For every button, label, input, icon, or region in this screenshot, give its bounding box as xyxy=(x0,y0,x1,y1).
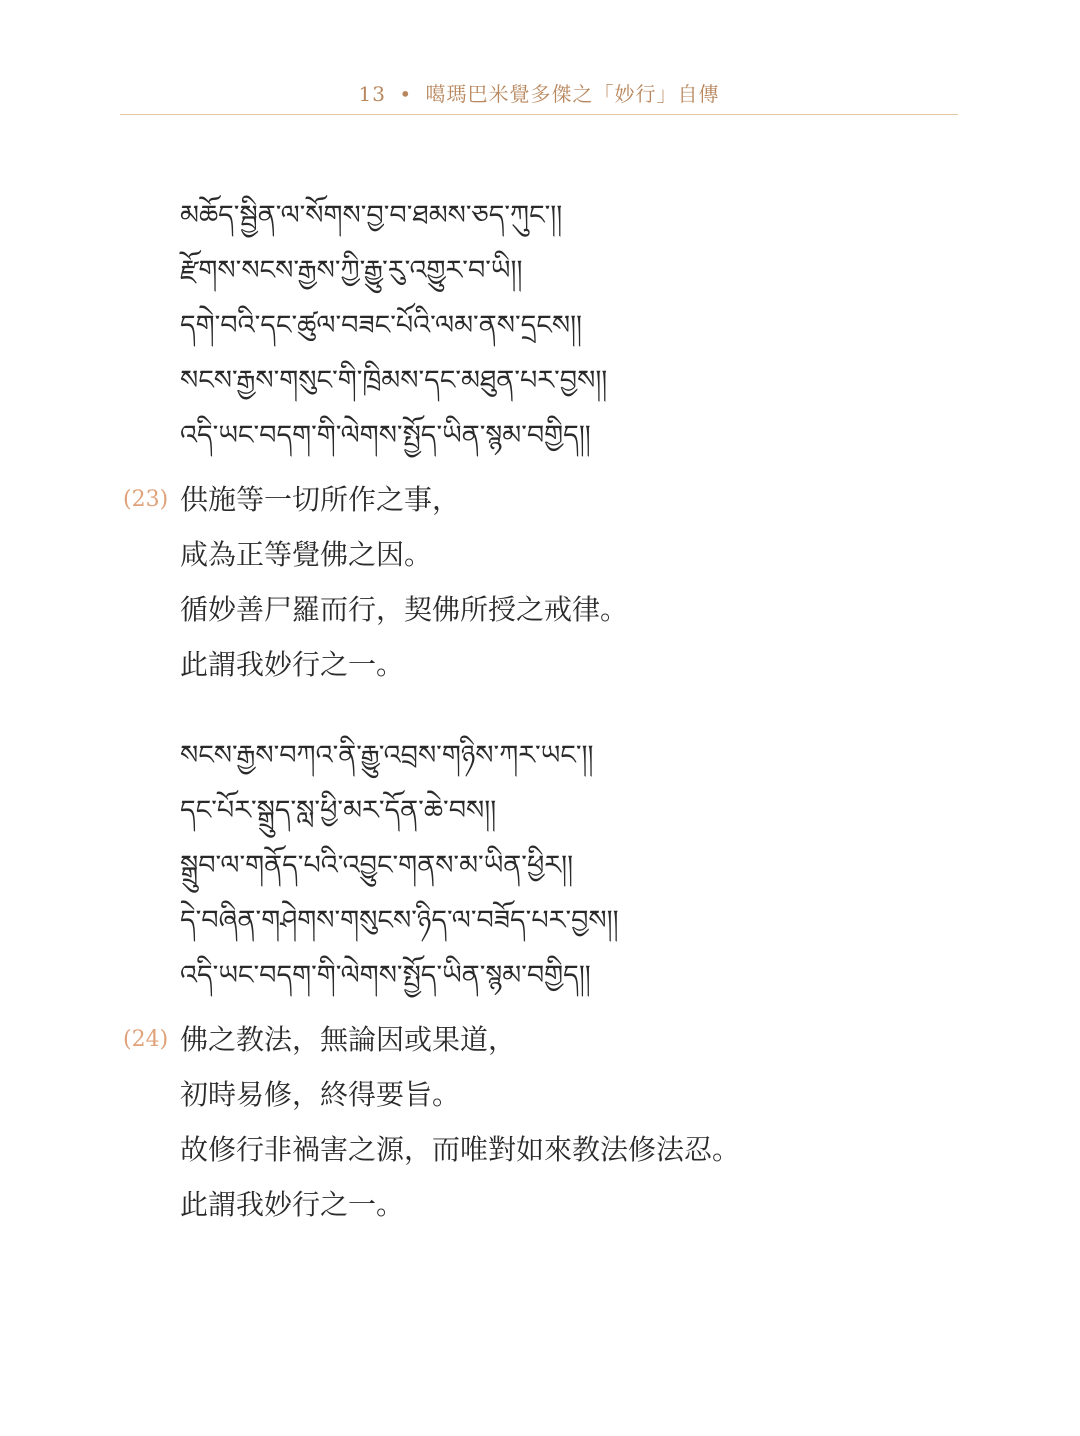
verse-line: 故修行非禍害之源，而唯對如來教法修法忍。 xyxy=(180,1133,741,1166)
verse-line: 供施等一切所作之事， xyxy=(180,483,461,516)
verse-line: 循妙善尸羅而行，契佛所授之戒律。 xyxy=(180,593,629,626)
tibetan-stanza-23 xyxy=(180,188,607,463)
header-divider xyxy=(120,114,958,115)
tibetan-line: དེ་བཞིན་གཤེགས་གསུངས་ཉིད་ལ་བཟོད་པར་བྱས།། xyxy=(180,905,619,936)
tibetan-line: རྫོགས་སངས་རྒྱས་ཀྱི་རྒྱུ་རུ་འགྱུར་བ་ཡི།། xyxy=(180,255,523,286)
tibetan-line: དང་པོར་སྒྲུད་སླ་ཕྱི་མར་དོན་ཆེ་བས།། xyxy=(180,795,497,826)
verse-line: 此謂我妙行之一。 xyxy=(180,1188,405,1221)
verse-number: (23) xyxy=(123,487,169,512)
header-separator: • xyxy=(399,82,413,106)
tibetan-line: འདི་ཡང་བདག་གི་ལེགས་སྤྱོད་ཡིན་སྙམ་བགྱིད།། xyxy=(180,960,591,991)
running-header xyxy=(120,78,958,107)
verse-text xyxy=(180,472,628,692)
tibetan-line: སངས་རྒྱས་གསུང་གི་ཁྲིམས་དང་མཐུན་པར་བྱས།། xyxy=(180,365,608,396)
tibetan-line: འདི་ཡང་བདག་གི་ལེགས་སྤྱོད་ཡིན་སྙམ་བགྱིད།། xyxy=(180,420,591,451)
verse-line: 此謂我妙行之一。 xyxy=(180,648,405,681)
page-number: 13 xyxy=(358,82,386,106)
verse-text xyxy=(180,1012,740,1232)
tibetan-line: མཆོད་སྦྱིན་ལ་སོགས་བྱ་བ་ཐམས་ཅད་ཀུང་།། xyxy=(180,200,563,231)
verse-line: 初時易修，終得要旨。 xyxy=(180,1078,461,1111)
header-title: 噶瑪巴米覺多傑之「妙行」自傳 xyxy=(425,82,720,106)
verse-line: 咸為正等覺佛之因。 xyxy=(180,538,433,571)
tibetan-line: དགེ་བའི་དང་ཚུལ་བཟང་པོའི་ལམ་ནས་དྲངས།། xyxy=(180,310,583,341)
verse-number: (24) xyxy=(123,1027,169,1052)
tibetan-line: སྒྲུབ་ལ་གནོད་པའི་འབྱུང་གནས་མ་ཡིན་ཕྱིར།། xyxy=(180,850,574,881)
tibetan-stanza-24 xyxy=(180,728,619,1003)
verse-line: 佛之教法，無論因或果道， xyxy=(180,1023,517,1056)
tibetan-line: སངས་རྒྱས་བཀའ་ནི་རྒྱུ་འབྲས་གཉིས་ཀར་ཡང་།། xyxy=(180,740,594,771)
